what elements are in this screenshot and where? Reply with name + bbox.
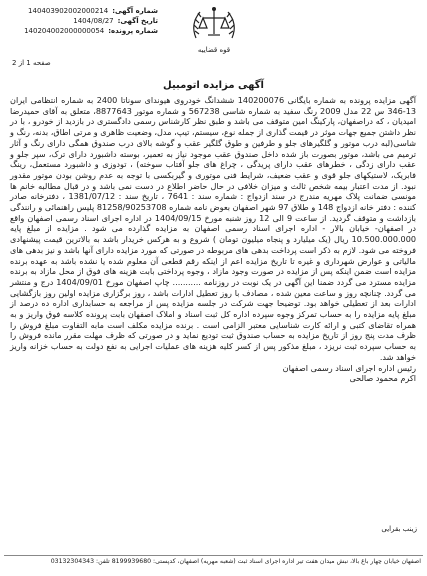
notice-meta	[8, 6, 158, 36]
notice-date-label: تاریخ آگهی:	[117, 17, 158, 25]
notice-number-label: شماره آگهی:	[112, 7, 158, 15]
page-indicator: صفحه 1 از 2	[12, 59, 51, 67]
closing-line-office: رئیس اداره اجرای اسناد رسمی اصفهان	[282, 362, 416, 373]
signer-label: زینب بقرایی	[381, 525, 417, 533]
footer-address: اصفهان خیابان چهار باغ بالا، نبش میدان هفت تیر اداره اجرای اسناد ثبت (شعبه مهریه) اصفهان، کدپستی: 8199939680 تلفن: 03132304343	[50, 558, 421, 565]
notice-number-row	[8, 6, 158, 16]
case-number-row	[8, 26, 158, 36]
emblem-caption: قوه قضاییه	[197, 46, 231, 54]
closing-line-name: اکرم محمود صالحی	[349, 373, 416, 384]
notice-body	[10, 95, 416, 384]
notice-title: آگهی مزایده اتومبیل	[163, 80, 264, 91]
notice-body-paragraph: آگهی مزایده پرونده به شماره بایگانی 140200076 ششدانگ خودروی هیوندای سوناتا 2400 به شماره انتظامی ایران 13-346 س 22 مدل 2009 رنگ سفید به شماره شاسی 567238 و شماره موتور 8877643، متعلق به آقای حمیدرضا امیدیان ، که دراصفهان، پارکینگ امین متوقف می باشد و طبق نظر کارشناس رسمی دادگستری در بازدید از خودرو ، با در نظر داشتن جمیع جهات موثر در قیمت گذاری از جمله نوع، سیستم، تیپ، مدل، وضعیت ظاهری و مرتی اطاق، بدنه، رنگ و شاسی(لبه درب موتور و گلگیرهای جلو و طرفین و طوق گلگیر عقب و گوشه بالای درب صندوق همگی دارای رنگ و آثار ترمیم می باشد، موتور بصورت باز شده داخل صندوق عقب موجود نیاز به تعمیر، بوسته داشبورد دارای ترک، سپر جلو و عقب دارای زدگی ، خطرهای عقب دارای پریدگی ، چراغ های جلو آفتاب سوخته) ، تودوزی و داشبورد مستعمل، رینگ فابریک، لاستیکهای جلو قوی و عقب ضعیف، شرایط فنی موتوری و گیربکسی با توجه به عدم روشن بودن موتور مقدور نبود. از مدت اعتبار بیمه شخص ثالث و میزان خلافی در حال حاضر اطلاع در دست نمی باشد و در قبال مطالبه خانم ها مونسی ضمانت پلاک مهریه مندرج در سند ازدواج : شماره سند : 7641 ، تاریخ سند : 1381/07/12 ، دفترخانه صادر کننده : دفتر خانه ازدواج 148 و طلاق 97 شهر اصفهان بعوض نامه شماره 81258/90253708 پلیس راهنمائی و رانندگی بازداشت و متوقف گردید. از ساعت 9 الی 12 روز شنبه مورخ 1404/09/15 در اداره اجرای اسناد رسمی اصفهان واقع در اصفهان- خیابان بالار - اداره اجرای اسناد رسمی اصفهان به مزایده گذارده می شود . مزایده از مبلغ پایه 10.500.000.000 ریال (یک میلیارد و پنجاه میلیون تومان ) شروع و به هرکس خریدار باشد به بالاترین قیمت پیشنهادی فروخته می شود. لازم به ذکر است پرداخت بدهی های مربوطه در صورتی که مورد مزایده دارای آنها باشد و نیز بدهی های مالیاتی و عوارض شهرداری و غیره تا تاریخ مزایده اعم از اینکه رقم قطعی آن معلوم شده یا نشده باشد به عهده برنده مزایده است ضمن اینکه پس از مزایده در صورت وجود مازاد ، وجوه پرداختی بابت هزینه های فوق از محل مازاد به برنده مزایده مسترد می گردد ضمنا این آگهی در یک نوبت در روزنامه ........... چاپ اصفهان مورخ 1404/09/01 درج و منتشر می گردد. چنانچه روز و ساعت معین شده ، مصادف با روز تعطیل ادارات باشد ، روز برگزاری مزایده اولین روز بازگشایی ادارات بعد از تعطیلی خواهد بود. توضیحا جهت شرکت در جلسه مزایده پس از مراجعه به حسابداری اداره ده درصد از مبلغ پایه مزایده را به حساب تمرکز وجوه سپرده اداره کل ثبت اسناد و املاک اصفهان بابت پرونده کلاسه فوق واریز و به همراه تقاضای کتبی و ارائه کارت شناسایی معتبر الزامی است . برنده مزایده مکلف است مابه التفاوت مبلغ فروش را ظرف مدت پنج روز از تاریخ مزایده به حساب صندوق ثبت تودیع نماید و در صورتی که ظرف مهلت مقرر مانده فروش را به حساب سپرده ثبت نریزد ، مبلغ مذکور پس از کسر کلیه هزینه های عملیات اجرایی به نفع دولت به حساب خزانه واریز خواهد شد.	[10, 95, 417, 362]
notice-date-row	[8, 16, 158, 26]
notice-number: 140403902002000214	[28, 7, 109, 15]
case-number-label: شماره پرونده:	[108, 27, 158, 35]
footer-divider	[4, 555, 423, 556]
judiciary-emblem-icon	[186, 4, 242, 46]
case-number: 140204002000000054	[24, 27, 105, 35]
notice-date: 1404/08/27	[73, 17, 114, 25]
